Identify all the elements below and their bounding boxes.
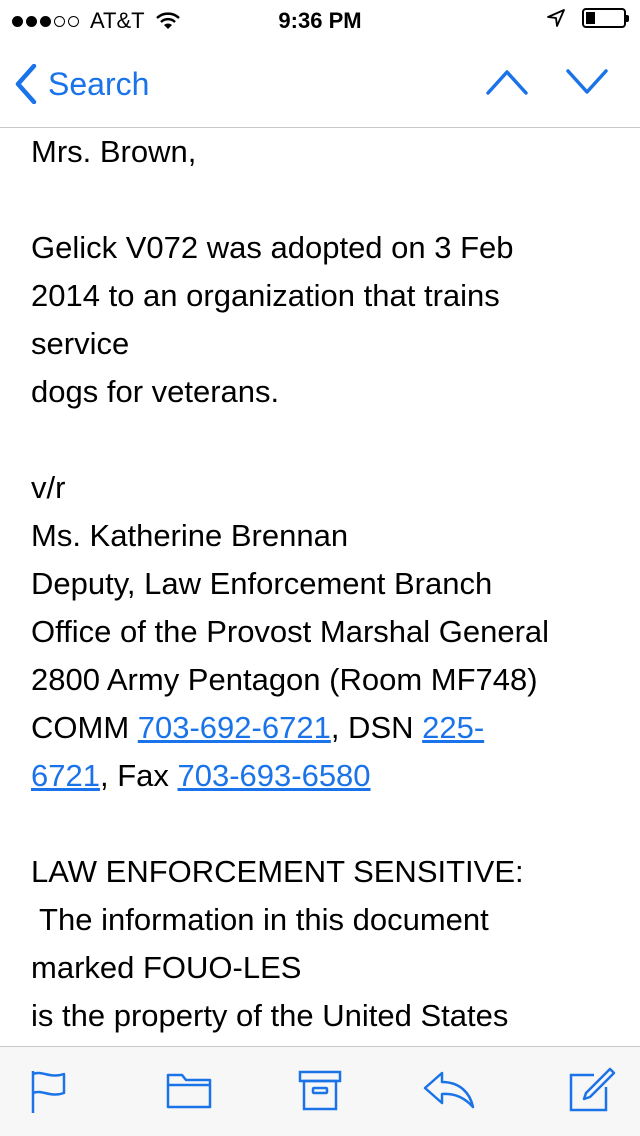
signature-phones-cont: [31, 752, 621, 800]
dsn-phone-link[interactable]: 225-: [422, 710, 485, 745]
disclaimer-line: The information in this document: [31, 902, 489, 937]
compose-icon[interactable]: [568, 1067, 616, 1113]
back-button[interactable]: [14, 64, 149, 104]
chevron-up-icon[interactable]: [486, 68, 528, 96]
body-line: 2014 to an organization that trains: [31, 278, 500, 313]
folder-icon[interactable]: [166, 1069, 212, 1109]
body-line: service: [31, 326, 130, 361]
body-line: dogs for veterans.: [31, 374, 280, 409]
fax-label: , Fax: [99, 758, 178, 793]
signature-title: Deputy, Law Enforcement Branch: [31, 566, 493, 601]
status-bar: [0, 0, 640, 40]
body-line: Gelick V072 was adopted on 3 Feb: [31, 230, 514, 265]
fax-phone-link[interactable]: 703-693-6580: [177, 758, 371, 793]
carrier-name: AT&T: [90, 8, 145, 33]
bottom-toolbar: [0, 1046, 640, 1136]
greeting: Mrs. Brown,: [31, 134, 197, 169]
location-arrow-icon: [546, 8, 566, 28]
navigation-bar: [0, 40, 640, 128]
signature-phones: [31, 704, 621, 752]
disclaimer-line: marked FOUO-LES: [31, 950, 302, 985]
status-time: 9:36 PM: [278, 8, 362, 33]
archive-icon[interactable]: [298, 1069, 342, 1111]
back-button-label: Search: [48, 65, 150, 102]
signature-name: Ms. Katherine Brennan: [31, 518, 349, 553]
comm-label: COMM: [31, 710, 138, 745]
flag-icon[interactable]: [30, 1069, 68, 1115]
chevron-down-icon[interactable]: [566, 68, 608, 96]
comm-phone-link[interactable]: 703-692-6721: [137, 710, 331, 745]
dsn-label: , DSN: [330, 710, 423, 745]
disclaimer-line: is the property of the United States: [31, 998, 509, 1033]
reply-icon[interactable]: [422, 1069, 476, 1111]
status-right: [546, 8, 626, 28]
battery-icon: [582, 8, 626, 28]
signature-valediction: v/r: [31, 470, 66, 505]
signature-address: 2800 Army Pentagon (Room MF748): [31, 662, 538, 697]
message-body: [31, 128, 621, 1040]
signature-office: Office of the Provost Marshal General: [31, 614, 550, 649]
chevron-left-icon: [14, 64, 38, 104]
dsn-phone-link-cont[interactable]: 6721: [31, 758, 100, 793]
disclaimer-line: LAW ENFORCEMENT SENSITIVE:: [31, 854, 524, 889]
